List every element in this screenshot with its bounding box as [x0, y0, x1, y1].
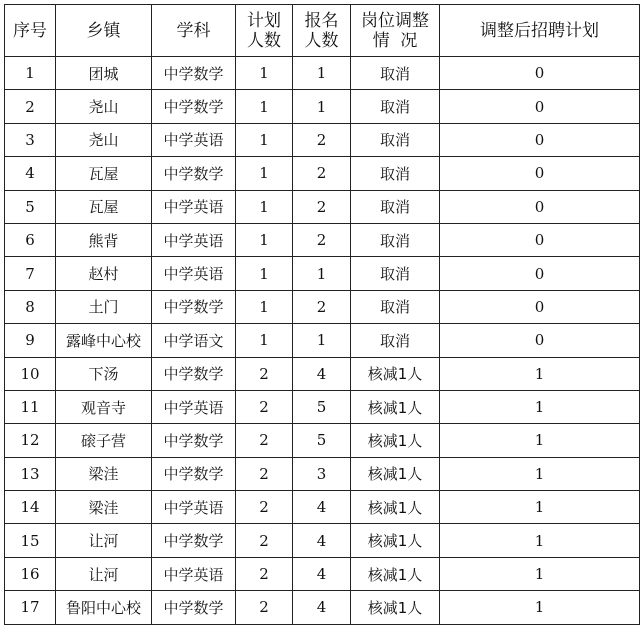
header-apply-line2: 人数: [304, 30, 339, 51]
cell-plan: 1: [236, 57, 293, 90]
cell-town: 土门: [56, 290, 152, 323]
cell-plan: 2: [236, 524, 293, 557]
cell-town: 熊背: [56, 223, 152, 256]
table-row: [5, 457, 640, 490]
header-adjust-line1: 岗位调整: [361, 10, 429, 31]
cell-adjust: 取消: [351, 190, 440, 223]
cell-plan: 2: [236, 491, 293, 524]
cell-apply: 3: [293, 457, 351, 490]
cell-town: 梁洼: [56, 457, 152, 490]
cell-plan: 1: [236, 190, 293, 223]
header-plan-line1: 计划: [247, 10, 281, 31]
table-row: [5, 591, 640, 624]
cell-after: 0: [440, 57, 640, 90]
header-adjust: [351, 5, 440, 57]
cell-plan: 2: [236, 390, 293, 423]
cell-plan: 2: [236, 357, 293, 390]
cell-seq: 11: [5, 390, 56, 423]
table-row: [5, 524, 640, 557]
cell-adjust: 核减1人: [351, 457, 440, 490]
cell-town: 让河: [56, 557, 152, 590]
cell-subject: 中学数学: [152, 90, 236, 123]
cell-adjust: 核减1人: [351, 424, 440, 457]
table-row: [5, 324, 640, 357]
cell-subject: 中学数学: [152, 424, 236, 457]
cell-seq: 17: [5, 591, 56, 624]
cell-subject: 中学英语: [152, 557, 236, 590]
cell-after: 1: [440, 357, 640, 390]
cell-plan: 1: [236, 257, 293, 290]
header-apply-line1: 报名: [304, 10, 339, 31]
cell-after: 1: [440, 591, 640, 624]
cell-after: 0: [440, 324, 640, 357]
header-seq: 序号: [5, 5, 56, 57]
cell-seq: 16: [5, 557, 56, 590]
cell-town: 梁洼: [56, 491, 152, 524]
cell-subject: 中学数学: [152, 290, 236, 323]
cell-after: 1: [440, 524, 640, 557]
cell-plan: 1: [236, 223, 293, 256]
cell-subject: 中学英语: [152, 491, 236, 524]
cell-adjust: 取消: [351, 257, 440, 290]
cell-plan: 2: [236, 557, 293, 590]
cell-town: 让河: [56, 524, 152, 557]
cell-seq: 6: [5, 223, 56, 256]
cell-subject: 中学英语: [152, 390, 236, 423]
cell-subject: 中学数学: [152, 157, 236, 190]
cell-subject: 中学英语: [152, 123, 236, 156]
cell-after: 1: [440, 390, 640, 423]
cell-adjust: 取消: [351, 324, 440, 357]
cell-plan: 2: [236, 591, 293, 624]
cell-apply: 1: [293, 324, 351, 357]
cell-after: 1: [440, 491, 640, 524]
table-row: [5, 57, 640, 90]
cell-subject: 中学数学: [152, 524, 236, 557]
table-row: [5, 491, 640, 524]
cell-town: 磙子营: [56, 424, 152, 457]
header-apply: [293, 5, 351, 57]
header-plan-line2: 人数: [247, 30, 281, 51]
cell-town: 尧山: [56, 123, 152, 156]
header-row: [5, 5, 640, 57]
cell-town: 赵村: [56, 257, 152, 290]
table-row: [5, 90, 640, 123]
cell-subject: 中学英语: [152, 223, 236, 256]
table-row: [5, 157, 640, 190]
cell-apply: 1: [293, 90, 351, 123]
recruitment-adjustment-table: [4, 4, 640, 625]
table-row: [5, 390, 640, 423]
cell-apply: 1: [293, 57, 351, 90]
cell-after: 1: [440, 457, 640, 490]
cell-adjust: 取消: [351, 290, 440, 323]
cell-plan: 1: [236, 90, 293, 123]
cell-adjust: 取消: [351, 157, 440, 190]
cell-seq: 9: [5, 324, 56, 357]
cell-adjust: 核减1人: [351, 390, 440, 423]
cell-subject: 中学数学: [152, 591, 236, 624]
cell-subject: 中学数学: [152, 457, 236, 490]
table-row: [5, 290, 640, 323]
header-plan: [236, 5, 293, 57]
table-row: [5, 424, 640, 457]
cell-adjust: 取消: [351, 57, 440, 90]
table-row: [5, 257, 640, 290]
table-row: [5, 123, 640, 156]
cell-adjust: 核减1人: [351, 491, 440, 524]
cell-apply: 2: [293, 157, 351, 190]
cell-plan: 2: [236, 424, 293, 457]
cell-town: 瓦屋: [56, 157, 152, 190]
cell-apply: 4: [293, 357, 351, 390]
cell-after: 0: [440, 157, 640, 190]
cell-adjust: 核减1人: [351, 557, 440, 590]
header-subject: 学科: [152, 5, 236, 57]
table-header: [5, 5, 640, 57]
cell-subject: 中学数学: [152, 57, 236, 90]
cell-adjust: 取消: [351, 223, 440, 256]
cell-town: 下汤: [56, 357, 152, 390]
table-row: [5, 223, 640, 256]
cell-plan: 1: [236, 123, 293, 156]
cell-town: 尧山: [56, 90, 152, 123]
cell-seq: 7: [5, 257, 56, 290]
cell-apply: 2: [293, 223, 351, 256]
recruitment-adjustment-table-wrapper: [4, 4, 640, 625]
cell-apply: 5: [293, 390, 351, 423]
header-adjust-line2: 情 况: [372, 30, 418, 51]
cell-after: 1: [440, 557, 640, 590]
cell-seq: 4: [5, 157, 56, 190]
cell-seq: 15: [5, 524, 56, 557]
table-row: [5, 357, 640, 390]
cell-seq: 14: [5, 491, 56, 524]
table-row: [5, 557, 640, 590]
cell-after: 0: [440, 90, 640, 123]
cell-apply: 5: [293, 424, 351, 457]
cell-seq: 10: [5, 357, 56, 390]
cell-seq: 1: [5, 57, 56, 90]
cell-town: 鲁阳中心校: [56, 591, 152, 624]
cell-adjust: 核减1人: [351, 591, 440, 624]
cell-apply: 2: [293, 290, 351, 323]
cell-plan: 1: [236, 157, 293, 190]
table-body: [5, 57, 640, 625]
cell-adjust: 取消: [351, 90, 440, 123]
cell-adjust: 核减1人: [351, 524, 440, 557]
cell-apply: 4: [293, 557, 351, 590]
cell-seq: 13: [5, 457, 56, 490]
cell-seq: 3: [5, 123, 56, 156]
cell-subject: 中学数学: [152, 357, 236, 390]
cell-after: 1: [440, 424, 640, 457]
header-town: 乡镇: [56, 5, 152, 57]
cell-apply: 4: [293, 591, 351, 624]
cell-seq: 12: [5, 424, 56, 457]
cell-after: 0: [440, 190, 640, 223]
cell-adjust: 取消: [351, 123, 440, 156]
header-after: 调整后招聘计划: [440, 5, 640, 57]
cell-adjust: 核减1人: [351, 357, 440, 390]
cell-town: 露峰中心校: [56, 324, 152, 357]
cell-plan: 2: [236, 457, 293, 490]
cell-seq: 2: [5, 90, 56, 123]
cell-apply: 1: [293, 257, 351, 290]
cell-apply: 4: [293, 491, 351, 524]
cell-after: 0: [440, 290, 640, 323]
cell-seq: 8: [5, 290, 56, 323]
cell-town: 团城: [56, 57, 152, 90]
cell-town: 观音寺: [56, 390, 152, 423]
cell-apply: 2: [293, 190, 351, 223]
table-row: [5, 190, 640, 223]
cell-subject: 中学英语: [152, 257, 236, 290]
cell-after: 0: [440, 257, 640, 290]
cell-apply: 2: [293, 123, 351, 156]
cell-plan: 1: [236, 290, 293, 323]
cell-seq: 5: [5, 190, 56, 223]
cell-subject: 中学英语: [152, 190, 236, 223]
cell-apply: 4: [293, 524, 351, 557]
cell-after: 0: [440, 223, 640, 256]
cell-after: 0: [440, 123, 640, 156]
cell-plan: 1: [236, 324, 293, 357]
cell-subject: 中学语文: [152, 324, 236, 357]
cell-town: 瓦屋: [56, 190, 152, 223]
